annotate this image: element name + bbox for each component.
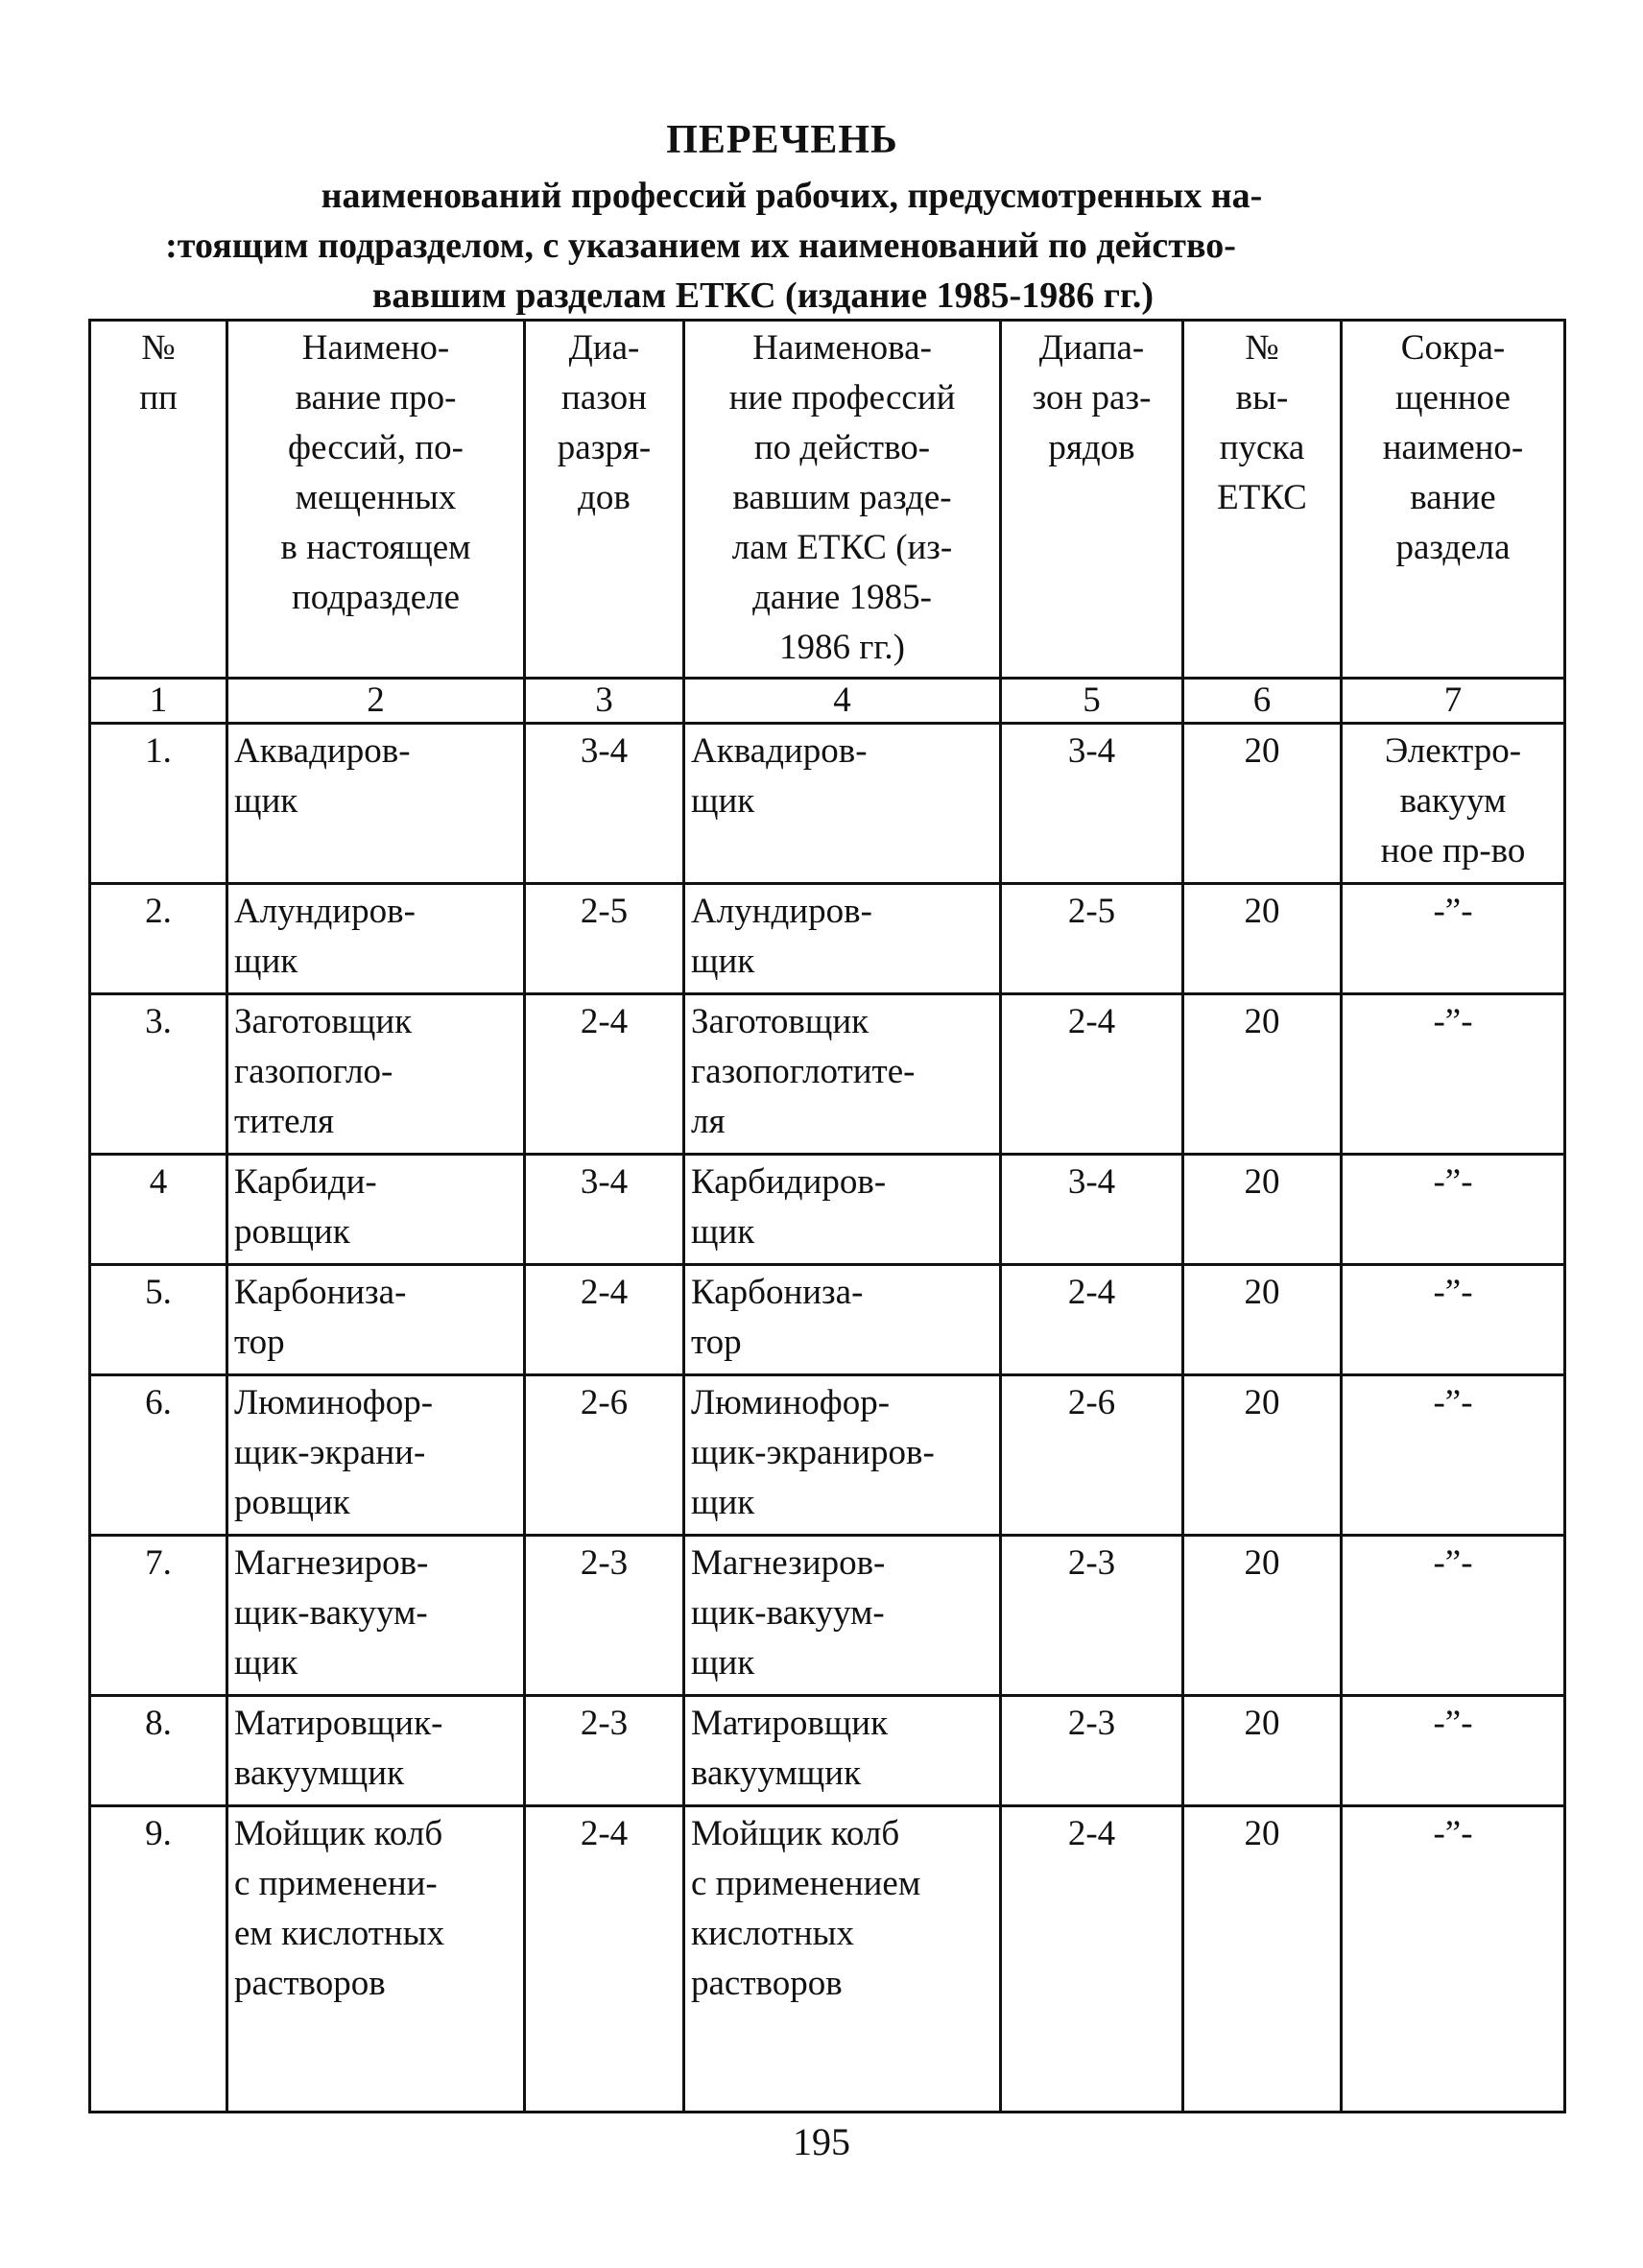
table-row (90, 1806, 1565, 2113)
section-short-name: -”- (1342, 884, 1565, 994)
etks-issue: 20 (1183, 994, 1342, 1155)
row-number: 9. (90, 1806, 227, 2113)
header-previous-profession: Наименова- ние профессий по действо- вавшим разде- лам ЕТКС (из- дание 1985- 1986 гг.) (684, 321, 1001, 679)
etks-issue: 20 (1183, 1536, 1342, 1696)
column-number: 7 (1342, 679, 1565, 724)
previous-range: 2-4 (1001, 1806, 1183, 2113)
etks-issue: 20 (1183, 1155, 1342, 1265)
header-etks-issue: № вы- пуска ЕТКС (1183, 321, 1342, 679)
previous-profession: Карбидиров- щик (684, 1155, 1001, 1265)
current-profession: Карбониза- тор (227, 1265, 525, 1375)
previous-profession: Матировщик вакуумщик (684, 1696, 1001, 1806)
table-row (90, 1265, 1565, 1375)
previous-range: 3-4 (1001, 1155, 1183, 1265)
current-profession: Заготовщик газопогло- тителя (227, 994, 525, 1155)
section-short-name: -”- (1342, 1155, 1565, 1265)
current-range: 2-3 (525, 1696, 684, 1806)
current-range: 2-6 (525, 1375, 684, 1536)
header-previous-range: Диапа- зон раз- рядов (1001, 321, 1183, 679)
column-number: 6 (1183, 679, 1342, 724)
current-range: 2-3 (525, 1536, 684, 1696)
previous-range: 2-3 (1001, 1696, 1183, 1806)
column-number-row (90, 679, 1565, 724)
subtitle-line: наименований профессий рабочих, предусмотренных на- (321, 176, 1263, 216)
subtitle-line: :тоящим подразделом, с указанием их наименований по действо- (165, 226, 1236, 266)
current-profession: Карбиди- ровщик (227, 1155, 525, 1265)
etks-issue: 20 (1183, 1806, 1342, 2113)
current-profession: Люминофор- щик-экрани- ровщик (227, 1375, 525, 1536)
etks-issue: 20 (1183, 1265, 1342, 1375)
row-number: 8. (90, 1696, 227, 1806)
previous-profession: Карбониза- тор (684, 1265, 1001, 1375)
column-number: 2 (227, 679, 525, 724)
previous-profession: Магнезиров- щик-вакуум- щик (684, 1536, 1001, 1696)
table-row (90, 1375, 1565, 1536)
current-profession: Мойщик колб с применени- ем кислотных растворов (227, 1806, 525, 2113)
document-title: ПЕРЕЧЕНЬ (666, 118, 898, 162)
current-range: 2-4 (525, 1265, 684, 1375)
subtitle-line: вавшим разделам ЕТКС (издание 1985-1986 гг.) (371, 275, 1155, 316)
current-profession: Алундиров- щик (227, 884, 525, 994)
row-number: 6. (90, 1375, 227, 1536)
document-subtitle (0, 171, 1401, 321)
section-short-name: -”- (1342, 1806, 1565, 2113)
current-range: 2-4 (525, 994, 684, 1155)
header-number: № пп (90, 321, 227, 679)
section-short-name: -”- (1342, 1375, 1565, 1536)
row-number: 1. (90, 724, 227, 884)
table-header-row (90, 321, 1565, 679)
column-number: 3 (525, 679, 684, 724)
page-number: 195 (793, 2120, 850, 2163)
previous-profession: Алундиров- щик (684, 884, 1001, 994)
previous-range: 2-4 (1001, 1265, 1183, 1375)
current-profession: Аквадиров- щик (227, 724, 525, 884)
row-number: 3. (90, 994, 227, 1155)
previous-range: 2-4 (1001, 994, 1183, 1155)
previous-range: 2-3 (1001, 1536, 1183, 1696)
etks-issue: 20 (1183, 884, 1342, 994)
row-number: 2. (90, 884, 227, 994)
professions-table (88, 319, 1566, 2113)
current-range: 3-4 (525, 724, 684, 884)
section-short-name: Электро- вакуум ное пр-во (1342, 724, 1565, 884)
etks-issue: 20 (1183, 724, 1342, 884)
current-profession: Магнезиров- щик-вакуум- щик (227, 1536, 525, 1696)
table-row (90, 884, 1565, 994)
previous-profession: Заготовщик газопоглотите- ля (684, 994, 1001, 1155)
table-row (90, 994, 1565, 1155)
row-number: 7. (90, 1536, 227, 1696)
section-short-name: -”- (1342, 994, 1565, 1155)
column-number: 5 (1001, 679, 1183, 724)
table-row (90, 724, 1565, 884)
section-short-name: -”- (1342, 1265, 1565, 1375)
column-number: 1 (90, 679, 227, 724)
previous-profession: Мойщик колб с применением кислотных растворов (684, 1806, 1001, 2113)
table-row (90, 1696, 1565, 1806)
current-range: 2-4 (525, 1806, 684, 2113)
etks-issue: 20 (1183, 1696, 1342, 1806)
previous-range: 2-6 (1001, 1375, 1183, 1536)
previous-profession: Аквадиров- щик (684, 724, 1001, 884)
section-short-name: -”- (1342, 1696, 1565, 1806)
table-row (90, 1536, 1565, 1696)
column-number: 4 (684, 679, 1001, 724)
current-range: 3-4 (525, 1155, 684, 1265)
table-row (90, 1155, 1565, 1265)
previous-range: 2-5 (1001, 884, 1183, 994)
header-section-short-name: Сокра- щенное наимено- вание раздела (1342, 321, 1565, 679)
row-number: 4 (90, 1155, 227, 1265)
previous-profession: Люминофор- щик-экраниров- щик (684, 1375, 1001, 1536)
row-number: 5. (90, 1265, 227, 1375)
header-current-range: Диа- пазон разря- дов (525, 321, 684, 679)
previous-range: 3-4 (1001, 724, 1183, 884)
etks-issue: 20 (1183, 1375, 1342, 1536)
header-current-profession: Наимено- вание про- фессий, по- мещенных в настоящем подразделе (227, 321, 525, 679)
section-short-name: -”- (1342, 1536, 1565, 1696)
current-profession: Матировщик- вакуумщик (227, 1696, 525, 1806)
current-range: 2-5 (525, 884, 684, 994)
